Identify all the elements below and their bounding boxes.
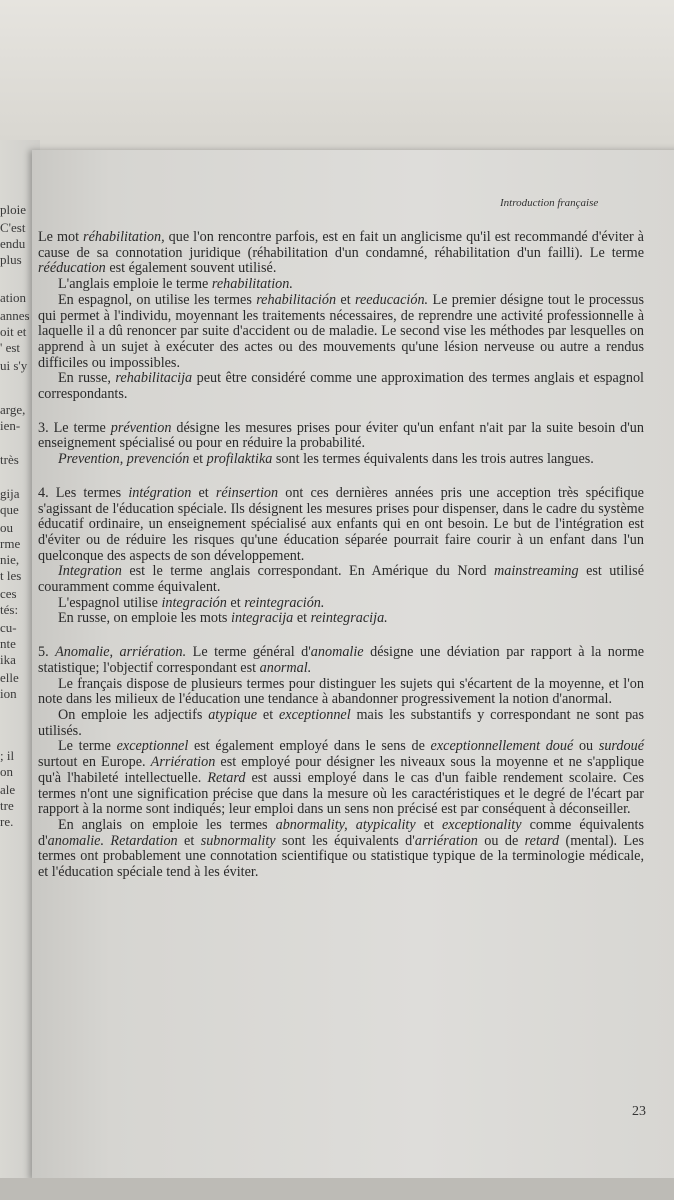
left-page-fragment: ploie: [0, 202, 26, 217]
left-page-fragment: t les: [0, 568, 22, 583]
paragraph: On emploie les adjectifs atypique et exceptionnel mais les substantifs y correspondant ne sont pas utilisés.: [38, 706, 644, 739]
paragraph: Le mot réhabilitation, que l'on rencontre parfois, est en fait un anglicisme qu'il est recommandé d'éviter à cause de sa connotation juridique (réhabilitation d'un condamné, réhabilitation d'un failli). Le terme rééducation est également souvent utilisé.: [38, 229, 644, 277]
left-page-fragment: cu-: [0, 620, 17, 635]
paragraph: En anglais on emploie les termes abnormality, atypicality et exceptionality comme équivalents d'anomalie. Retardation et subnormality sont les équivalents d'arriération ou de retard (mental). Les termes ont probablement une connotation scientifique ou statistique typique de la terminologie médicale, et l'éducation spéciale tend à les éviter.: [38, 816, 644, 881]
paragraph: L'espagnol utilise integración et reintegración.: [58, 594, 325, 611]
paragraph: 4. Les termes intégration et réinsertion ont ces dernières années pris une acception très spécifique s'agissant de l'éducation spéciale. Ils désignent les mesures prises pour dispenser, dans le cadre du système éducatif ordinaire, un enseignement spécialisé aux enfants qui en ont besoin. Le but de l'intégration est d'éviter ou de réduire les risques qu'une éducation séparée pourrait faire courir à un enfant dans l'un quelconque des aspects de son développement.: [38, 484, 644, 564]
section-gap: [38, 403, 644, 421]
running-head: Introduction française: [500, 197, 599, 209]
left-page-fragment: ui s'y: [0, 358, 28, 373]
paragraph: 3. Le terme prévention désigne les mesures prises pour éviter qu'un enfant n'ait par la suite besoin d'un enseignement spécialisé ou pour en réduire la probabilité.: [38, 419, 644, 452]
left-page-fragment: tés:: [0, 602, 19, 617]
section-gap: [38, 468, 644, 486]
left-page-fragment: C'est: [0, 220, 26, 235]
paragraph: En russe, rehabilitacija peut être considéré comme une approximation des termes anglais et espagnol correspondants.: [38, 370, 644, 403]
left-page-fragment: ces: [0, 586, 17, 601]
left-page-fragment: nie,: [0, 552, 20, 567]
paragraph: 5. Anomalie, arriération. Le terme général d'anomalie désigne une déviation par rapport à la norme statistique; l'objectif correspondant est anormal.: [38, 644, 645, 676]
bottom-edge: [0, 1178, 674, 1200]
left-page-fragment: nte: [0, 636, 16, 651]
page-number: 23: [632, 1104, 646, 1119]
paragraph: Le français dispose de plusieurs termes pour distinguer les sujets qui s'écartent de la moyenne, et l'on note dans les milieux de l'éducation une tendance à abandonner progressivement la notion d'anormal.: [38, 675, 644, 708]
background-surface: [0, 0, 674, 150]
left-page-fragment: ale: [0, 782, 16, 797]
left-page-fragment: arge,: [0, 402, 26, 417]
paragraph: L'anglais emploie le terme rehabilitation.: [58, 276, 293, 293]
left-page-fragment: annes: [0, 308, 30, 323]
paragraph: Le terme exceptionnel est également employé dans le sens de exceptionnellement doué ou surdoué surtout en Europe. Arriération est employé pour désigner les niveaux sous la moyenne et ne s'applique qu'à l'habileté intellectuelle. Retard est aussi employé dans le cas d'un faible rendement scolaire. Ces termes n'ont une signification précise que dans la mesure où les caractéristiques et le degré de l'écart par rapport à la norme sont indiqués; leur emploi dans un sens non précisé est par conséquent à déconseiller.: [38, 738, 645, 818]
left-page-fragment: elle: [0, 670, 19, 685]
left-page-fragment: endu: [0, 236, 26, 251]
left-page-fragment: ' est: [0, 340, 21, 355]
paragraph: En espagnol, on utilise les termes rehabilitación et reeducación. Le premier désigne tout le processus qui permet à l'individu, moyennant les traitements nécessaires, de reprendre une activité professionnelle à laquelle il a dû renoncer par suite d'accident ou de maladie. Le second vise les méthodes par lesquelles on apprend à un sujet à exécuter des actes ou des mouvements qu'une lésion nerveuse ou autre a rendus difficiles ou impossibles.: [38, 291, 644, 371]
left-page-fragment: gija: [0, 486, 20, 501]
left-page-fragment: ien-: [0, 418, 21, 433]
left-page-fragment: plus: [0, 252, 22, 267]
left-page-fragment: ion: [0, 686, 17, 701]
left-page-fragment: rme: [0, 536, 21, 551]
left-page-fragment: ou: [0, 520, 13, 535]
body-text: [38, 230, 644, 881]
paragraph: Integration est le terme anglais correspondant. En Amérique du Nord mainstreaming est utilisé couramment comme équivalent.: [38, 563, 644, 596]
left-page-fragment: ika: [0, 652, 16, 667]
left-page-fragment: re.: [0, 814, 14, 829]
paragraph: Prevention, prevención et profilaktika sont les termes équivalents dans les trois autres langues.: [58, 451, 594, 468]
section-gap: [38, 627, 644, 645]
left-page-fragment: oit et: [0, 324, 27, 339]
left-page-fragment: que: [0, 502, 19, 517]
left-page-fragment: très: [0, 452, 19, 467]
paragraph: En russe, on emploie les mots integracija et reintegracija.: [58, 610, 388, 627]
left-page-fragment: tre: [0, 798, 14, 813]
left-page-fragment: ation: [0, 290, 26, 305]
left-page-fragment: on: [0, 764, 13, 779]
left-page-fragment: ; il: [0, 748, 15, 763]
